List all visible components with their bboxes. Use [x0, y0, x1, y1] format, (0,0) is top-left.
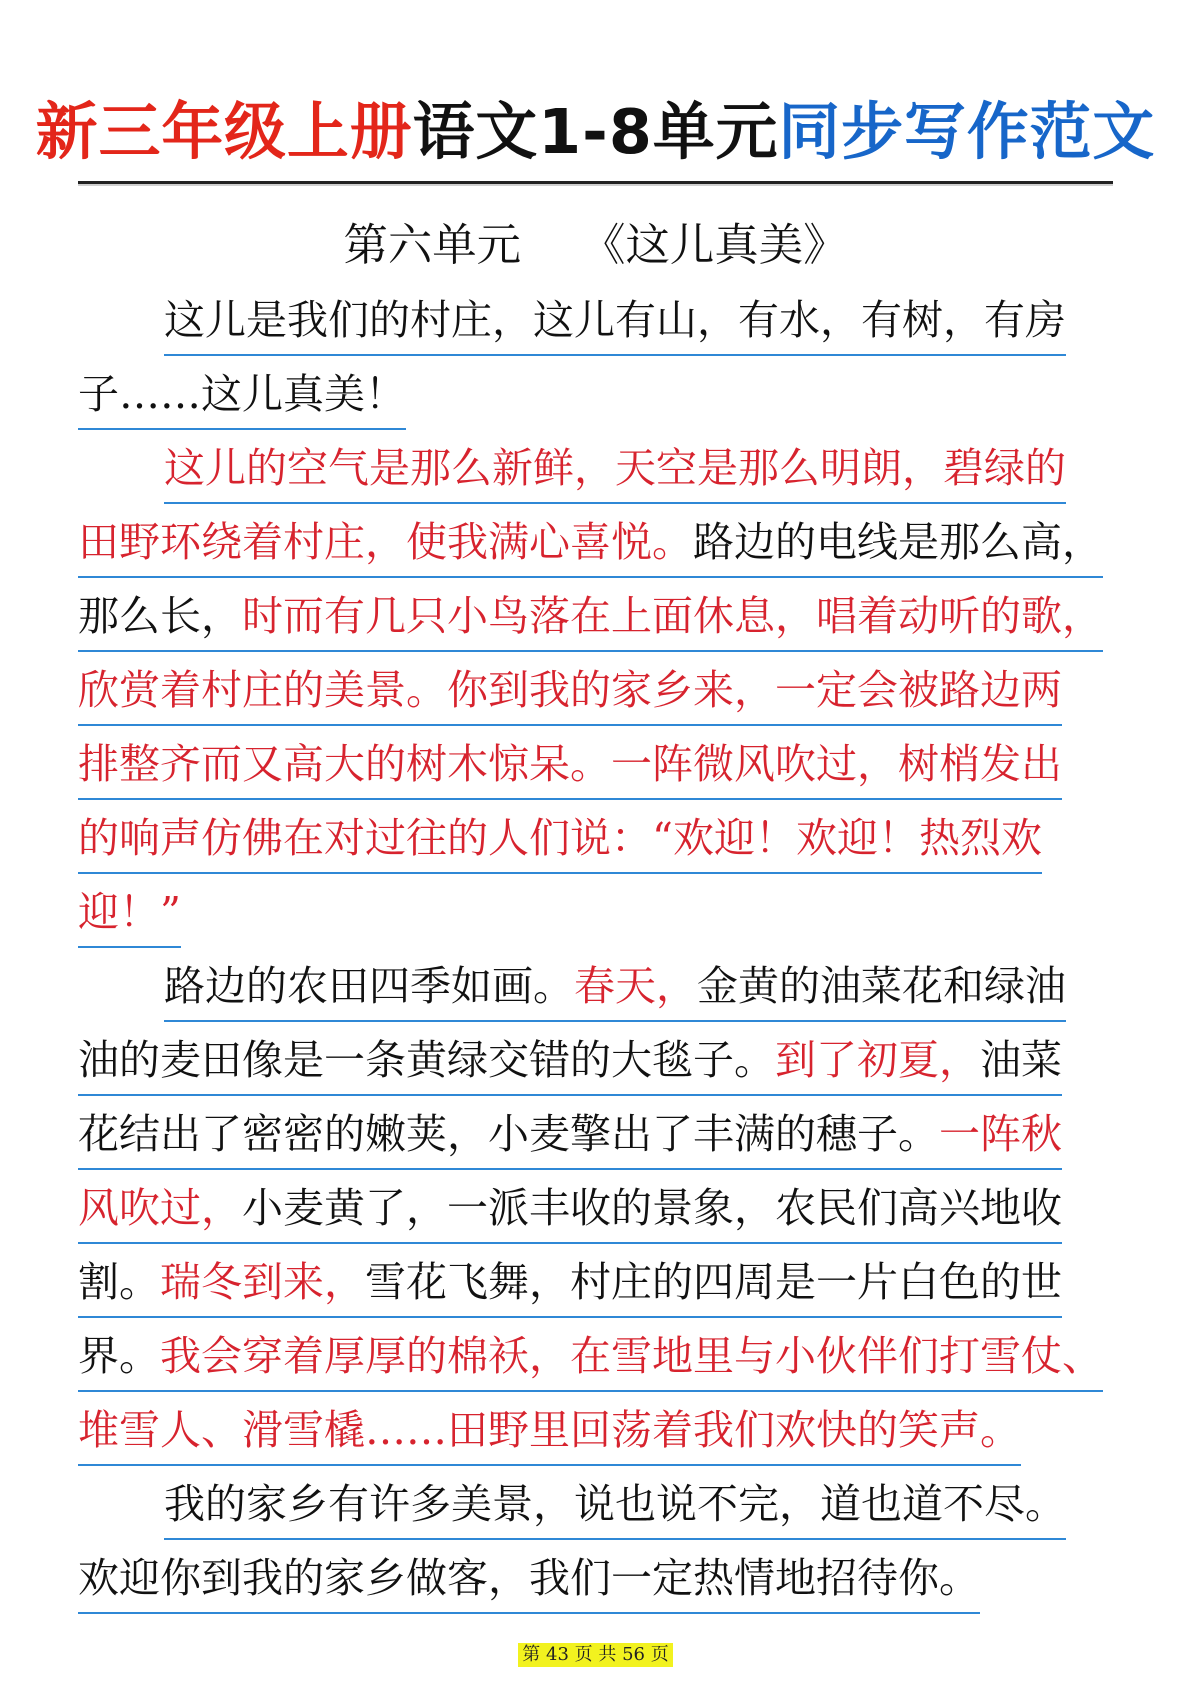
page-number-label: 第 43 页 共 56 页	[518, 1643, 672, 1667]
essay-line	[78, 954, 1138, 1028]
page-footer	[0, 1643, 1191, 1667]
title-part-grade: 新三年级上册	[35, 96, 413, 168]
essay-line	[78, 436, 1138, 510]
text-run: 油菜	[980, 1036, 1062, 1084]
essay-line	[78, 880, 1138, 954]
essay-line	[78, 1028, 1138, 1102]
title-part-topic: 同步写作范文	[778, 96, 1156, 168]
text-run: 花结出了密密的嫩荚，小麦擎出了丰满的穗子。	[78, 1110, 939, 1158]
highlighted-text-run: 时而有几只小鸟落在上面休息，唱着动听的歌，	[242, 592, 1103, 640]
text-run: 子……这儿真美！	[78, 370, 406, 418]
text-run: 金黄的油菜花和绿油	[697, 962, 1066, 1010]
highlighted-text-run: 瑞冬到来，	[160, 1258, 365, 1306]
highlighted-text-run: 我会穿着厚厚的棉袄，在雪地里与小伙伴们打雪仗、	[160, 1332, 1103, 1380]
text-run: 路边的电线是那么高，	[693, 518, 1103, 566]
essay-line	[78, 658, 1138, 732]
highlighted-text-run: 风吹过，	[78, 1184, 242, 1232]
highlighted-text-run: 堆雪人、滑雪橇……田野里回荡着我们欢快的笑声。	[78, 1406, 1021, 1454]
unit-label: 第六单元	[343, 220, 522, 271]
text-run: 路边的农田四季如画。	[164, 962, 574, 1010]
text-run: 界。	[78, 1332, 160, 1380]
essay-line	[78, 288, 1138, 362]
highlighted-text-run: 到了初夏，	[775, 1036, 980, 1084]
text-run: 雪花飞舞，村庄的四周是一片白色的世	[365, 1258, 1062, 1306]
text-run: 这儿是我们的村庄，这儿有山，有水，有树，有房	[164, 296, 1066, 344]
highlighted-text-run: 这儿的空气是那么新鲜，天空是那么明朗，碧绿的	[164, 444, 1066, 492]
essay-heading	[0, 216, 1191, 276]
highlighted-text-run: 迎！”	[78, 888, 181, 936]
essay-line	[78, 362, 1138, 436]
essay-line	[78, 1472, 1138, 1546]
essay-line	[78, 1546, 1138, 1620]
essay-line	[78, 1398, 1138, 1472]
text-run: 割。	[78, 1258, 160, 1306]
text-run: 我的家乡有许多美景，说也说不完，道也道不尽。	[164, 1480, 1066, 1528]
essay-line	[78, 806, 1138, 880]
highlighted-text-run: 的响声仿佛在对过往的人们说：“欢迎！欢迎！热烈欢	[78, 814, 1042, 862]
title-divider	[78, 181, 1113, 184]
essay-line	[78, 1324, 1138, 1398]
text-run: 小麦黄了，一派丰收的景象，农民们高兴地收	[242, 1184, 1062, 1232]
essay-line	[78, 1102, 1138, 1176]
title-part-units: 语文1-8单元	[412, 96, 779, 168]
essay-title: 《这儿真美》	[581, 220, 848, 271]
text-run: 那么长，	[78, 592, 242, 640]
essay-line	[78, 1176, 1138, 1250]
essay-line	[78, 1250, 1138, 1324]
highlighted-text-run: 春天，	[574, 962, 697, 1010]
essay-body	[78, 288, 1138, 1620]
highlighted-text-run: 一阵秋	[939, 1110, 1062, 1158]
text-run: 欢迎你到我的家乡做客，我们一定热情地招待你。	[78, 1554, 980, 1602]
essay-line	[78, 732, 1138, 806]
highlighted-text-run: 欣赏着村庄的美景。你到我的家乡来，一定会被路边两	[78, 666, 1062, 714]
highlighted-text-run: 排整齐而又高大的树木惊呆。一阵微风吹过，树梢发出	[78, 740, 1062, 788]
essay-line	[78, 584, 1138, 658]
text-run: 油的麦田像是一条黄绿交错的大毯子。	[78, 1036, 775, 1084]
highlighted-text-run: 田野环绕着村庄，使我满心喜悦。	[78, 518, 693, 566]
essay-line	[78, 510, 1138, 584]
page-title	[0, 92, 1191, 172]
